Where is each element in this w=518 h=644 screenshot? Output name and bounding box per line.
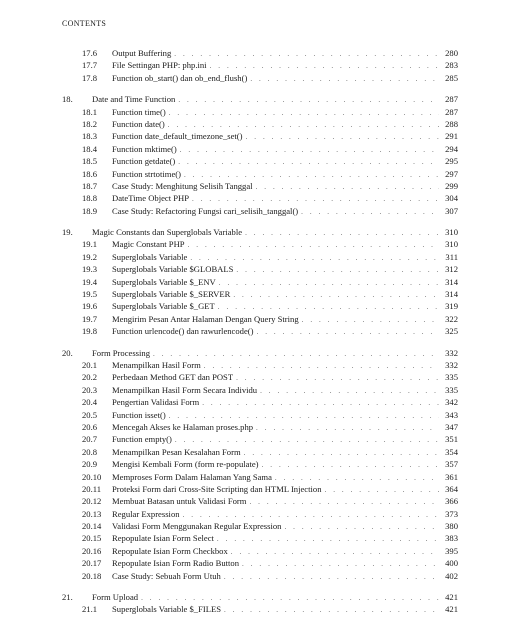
section-number: 20.6 [82,421,98,432]
page-number: 295 [445,156,458,167]
dot-leader [219,277,439,289]
section-title: Function date() [112,118,165,129]
section-title: Superglobals Variable $_ENV [112,276,216,287]
chapter-number: 21. [62,592,73,603]
page-number: 366 [445,496,458,507]
section-title: Mengirim Pesan Antar Halaman Dengan Query String [112,313,299,324]
section-number: 18.9 [82,205,98,216]
toc-section-entry[interactable] [62,238,458,250]
dot-leader [180,144,439,156]
toc-section-entry[interactable] [62,384,458,396]
section-number: 19.4 [82,276,98,287]
section-title: Case Study: Menghitung Selisih Tanggal [112,180,253,191]
toc-section-entry[interactable] [62,130,458,142]
dot-leader [236,372,439,384]
section-number: 18.3 [82,131,98,142]
section-number: 20.2 [82,372,98,383]
section-title: Proteksi Form dari Cross-Site Scripting dan HTML Injection [112,483,322,494]
page-number: 402 [445,570,458,581]
toc-section-entry[interactable] [62,545,458,557]
toc-section-entry[interactable] [62,168,458,180]
toc-section-entry[interactable] [62,557,458,569]
section-title: Case Study: Sebuah Form Utuh [112,570,221,581]
toc-section-entry[interactable] [62,313,458,325]
toc-section-entry[interactable] [62,421,458,433]
toc-section-entry[interactable] [62,603,458,615]
running-header: CONTENTS [62,19,107,28]
toc-section-entry[interactable] [62,433,458,445]
page-number: 287 [445,106,458,117]
section-title: Superglobals Variable $_FILES [112,604,222,615]
page-number: 395 [445,545,458,556]
dot-leader [202,397,439,409]
section-title: Superglobals Variable [112,251,188,262]
section-number: 18.6 [82,168,98,179]
page-number: 373 [445,508,458,519]
toc-section-entry[interactable] [62,458,458,470]
page-number: 351 [445,434,458,445]
page-number: 312 [445,264,458,275]
toc-chapter [62,47,458,84]
toc-section-entry[interactable] [62,180,458,192]
page-number: 322 [445,313,458,324]
section-title: Function getdate() [112,156,176,167]
page-number: 421 [445,592,458,603]
section-title: Function strtotime() [112,168,181,179]
section-title: Function mktime() [112,143,177,154]
page-number: 361 [445,471,458,482]
page-number: 335 [445,372,458,383]
dot-leader [217,533,439,545]
toc-section-entry[interactable] [62,288,458,300]
dot-leader [178,94,439,106]
section-number: 19.2 [82,251,98,262]
page-number: 364 [445,483,458,494]
section-title: Repopulate Isian Form Checkbox [112,545,228,556]
section-number: 20.17 [82,558,102,569]
section-number: 17.6 [82,48,98,58]
page-number: 287 [445,94,458,105]
page-number: 421 [445,604,458,615]
section-title: Validasi Form Menggunakan Regular Expression [112,521,282,532]
page-number: 310 [445,239,458,250]
page-number: 285 [445,72,458,83]
section-number: 20.8 [82,446,98,457]
toc-section-entry[interactable] [62,520,458,532]
section-number: 20.3 [82,384,98,395]
page-number: 335 [445,384,458,395]
toc-section-entry[interactable] [62,359,458,371]
section-number: 18.1 [82,106,98,117]
toc-section-entry[interactable] [62,495,458,507]
page-number: 314 [445,276,458,287]
toc-chapter [62,591,458,616]
toc-chapter-entry[interactable] [62,347,458,359]
page-number: 347 [445,421,458,432]
toc-section-entry[interactable] [62,276,458,288]
chapter-title: Form Processing [92,347,151,358]
section-title: Superglobals Variable $GLOBALS [112,264,234,275]
chapter-title: Date and Time Function [92,94,176,105]
page-number: 307 [445,205,458,216]
toc-section-entry[interactable] [62,409,458,421]
dot-leader [236,264,439,276]
dot-leader [169,107,439,119]
toc-section-entry[interactable] [62,59,458,71]
page-number: 343 [445,409,458,420]
section-title: Menampilkan Hasil Form Secara Individu [112,384,258,395]
toc-section-entry[interactable] [62,155,458,167]
page-number: 332 [445,347,458,358]
chapter-title: Form Upload [92,592,139,603]
section-title: Function isset() [112,409,166,420]
chapter-number: 18. [62,94,73,105]
page-number: 314 [445,289,458,300]
section-title: Case Study: Refactoring Fungsi cari_selisih_tanggal() [112,205,299,216]
toc-section-entry[interactable] [62,532,458,544]
dot-leader [224,604,439,616]
page-number: 283 [445,60,458,71]
toc-section-entry[interactable] [62,192,458,204]
toc-chapter-entry[interactable] [62,93,458,105]
dot-leader [250,73,439,85]
page-number: 294 [445,143,458,154]
page-number: 297 [445,168,458,179]
toc-chapter [62,226,458,338]
section-title: Membuat Batasan untuk Validasi Form [112,496,247,507]
section-title: Function date_default_timezone_set() [112,131,243,142]
section-title: Output Buffering [112,48,172,58]
section-title: Pengertian Validasi Form [112,397,200,408]
toc-chapter-entry[interactable] [62,591,458,603]
dot-leader [245,227,439,239]
section-number: 17.8 [82,72,98,83]
section-title: Menampilkan Hasil Form [112,359,201,370]
section-number: 18.7 [82,180,98,191]
section-number: 18.5 [82,156,98,167]
table-of-contents [62,47,458,625]
chapter-title: Magic Constants dan Superglobals Variable [92,227,243,238]
section-title: Menampilkan Pesan Kesalahan Form [112,446,241,457]
dot-leader [178,156,439,168]
section-title: Superglobals Variable $_GET [112,301,215,312]
toc-section-entry[interactable] [62,508,458,520]
section-title: Repopulate Isian Form Radio Button [112,558,239,569]
toc-chapter [62,347,458,582]
toc-section-entry[interactable] [62,118,458,130]
section-title: Regular Expression [112,508,180,519]
toc-section-entry[interactable] [62,205,458,217]
section-number: 20.18 [82,570,102,581]
toc-section-entry[interactable] [62,371,458,383]
dot-leader [204,360,439,372]
dot-leader [302,314,439,326]
page-number: 325 [445,326,458,337]
section-number: 20.13 [82,508,102,519]
section-number: 20.15 [82,533,102,544]
section-number: 21.1 [82,604,98,615]
toc-section-entry[interactable] [62,143,458,155]
page-number: 311 [445,251,458,262]
toc-chapter [62,93,458,217]
page-number: 342 [445,397,458,408]
page-number: 280 [445,48,458,58]
section-number: 19.6 [82,301,98,312]
section-number: 19.5 [82,289,98,300]
dot-leader [174,48,439,60]
dot-leader [256,422,439,434]
toc-section-entry[interactable] [62,72,458,84]
section-number: 19.8 [82,326,98,337]
dot-leader [244,447,439,459]
section-title: Function urlencode() dan rawurlencode() [112,326,254,337]
section-number: 19.7 [82,313,98,324]
section-title: Function ob_start() dan ob_end_flush() [112,72,248,83]
dot-leader [242,558,439,570]
dot-leader [284,521,439,533]
dot-leader [262,459,439,471]
section-number: 20.14 [82,521,102,532]
section-title: File Settingan PHP: php.ini [112,60,207,71]
toc-section-entry[interactable] [62,446,458,458]
section-title: Perbedaan Method GET dan POST [112,372,234,383]
section-number: 20.1 [82,359,98,370]
chapter-number: 20. [62,347,73,358]
section-title: DateTime Object PHP [112,193,190,204]
page-number: 400 [445,558,458,569]
toc-section-entry[interactable] [62,47,458,59]
section-number: 20.11 [82,483,102,494]
page-number: 310 [445,227,458,238]
page-number: 354 [445,446,458,457]
section-number: 18.4 [82,143,98,154]
toc-section-entry[interactable] [62,325,458,337]
section-number: 20.10 [82,471,102,482]
dot-leader [301,206,439,218]
page-number: 380 [445,521,458,532]
page-number: 357 [445,459,458,470]
section-number: 20.12 [82,496,102,507]
dot-leader [233,289,439,301]
section-number: 19.3 [82,264,98,275]
page-number: 291 [445,131,458,142]
section-number: 20.4 [82,397,98,408]
toc-section-entry[interactable] [62,106,458,118]
section-title: Function time() [112,106,166,117]
toc-section-entry[interactable] [62,570,458,582]
section-title: Magic Constant PHP [112,239,185,250]
section-title: Function empty() [112,434,172,445]
dot-leader [257,326,440,338]
section-number: 20.7 [82,434,98,445]
toc-section-entry[interactable] [62,300,458,312]
section-number: 20.9 [82,459,98,470]
section-title: Repopulate Isian Form Select [112,533,214,544]
section-number: 17.7 [82,60,98,71]
section-number: 20.16 [82,545,102,556]
chapter-number: 19. [62,227,73,238]
section-number: 19.1 [82,239,98,250]
section-title: Mencegah Akses ke Halaman proses.php [112,421,254,432]
section-number: 20.5 [82,409,98,420]
toc-section-entry[interactable] [62,396,458,408]
dot-leader [246,131,439,143]
dot-leader [249,496,439,508]
page-number: 304 [445,193,458,204]
toc-chapter-entry[interactable] [62,226,458,238]
toc-section-entry[interactable] [62,251,458,263]
dot-leader [256,181,439,193]
toc-section-entry[interactable] [62,483,458,495]
page-number: 332 [445,359,458,370]
page-number: 288 [445,118,458,129]
toc-section-entry[interactable] [62,471,458,483]
section-title: Memproses Form Dalam Halaman Yang Sama [112,471,272,482]
section-title: Mengisi Kembali Form (form re-populate) [112,459,259,470]
section-title: Superglobals Variable $_SERVER [112,289,231,300]
page-number: 299 [445,180,458,191]
dot-leader [224,571,439,583]
toc-section-entry[interactable] [62,263,458,275]
dot-leader [188,239,439,251]
page-number: 319 [445,301,458,312]
dot-leader [260,385,439,397]
page-number: 383 [445,533,458,544]
section-number: 18.2 [82,118,98,129]
dot-leader [231,546,439,558]
dot-leader [325,484,440,496]
section-number: 18.8 [82,193,98,204]
